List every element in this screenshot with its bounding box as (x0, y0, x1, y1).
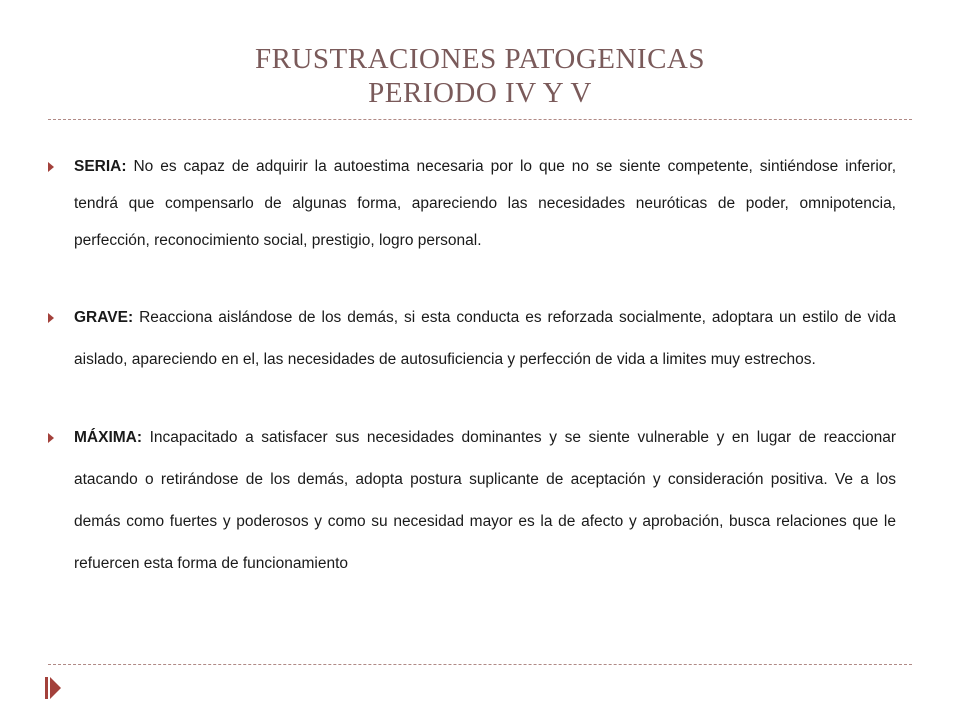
bullet-item-seria (48, 148, 896, 259)
next-slide-arrow-icon[interactable] (50, 677, 61, 699)
bullet-text: Reacciona aislándose de los demás, si esta conducta es reforzada socialmente, adoptara un estilo de vida aislado, apareciendo en el, las necesidades de autosuficiencia y perfección de vida a limites muy estrechos. (74, 309, 896, 368)
slide-title-line-2: PERIODO IV Y V (368, 77, 592, 109)
bullet-text: Incapacitado a satisfacer sus necesidades dominantes y se siente vulnerable y en lugar de reaccionar atacando o retirándose de los demás, adopta postura suplicante de aceptación y consideración positiva. Ve a los demás como fuertes y poderosos y como su necesidad mayor es la de afecto y aprobación, busca relaciones que le refuercen esta forma de funcionamiento (74, 429, 896, 572)
bullet-list (48, 148, 896, 585)
bullet-term: SERIA: (74, 158, 127, 175)
nav-bar-icon (45, 677, 48, 699)
bullet-text: No es capaz de adquirir la autoestima necesaria por lo que no se siente competente, sintiéndose inferior, tendrá que compensarlo de algunas forma, apareciendo las necesidades neuróticas de poder, omnipotencia, perfección, reconocimiento social, prestigio, logro personal. (74, 158, 896, 249)
triangle-right-icon (48, 313, 54, 323)
footer-divider (48, 664, 912, 665)
triangle-right-icon (48, 162, 54, 172)
slide-title (48, 42, 912, 110)
title-divider (48, 119, 912, 120)
slide-title-line-1: FRUSTRACIONES PATOGENICAS (254, 43, 706, 75)
bullet-term: GRAVE: (74, 309, 134, 326)
bullet-item-maxima (48, 417, 896, 585)
bullet-item-grave (48, 297, 896, 381)
bullet-term: MÁXIMA: (74, 429, 143, 446)
triangle-right-icon (48, 433, 54, 443)
